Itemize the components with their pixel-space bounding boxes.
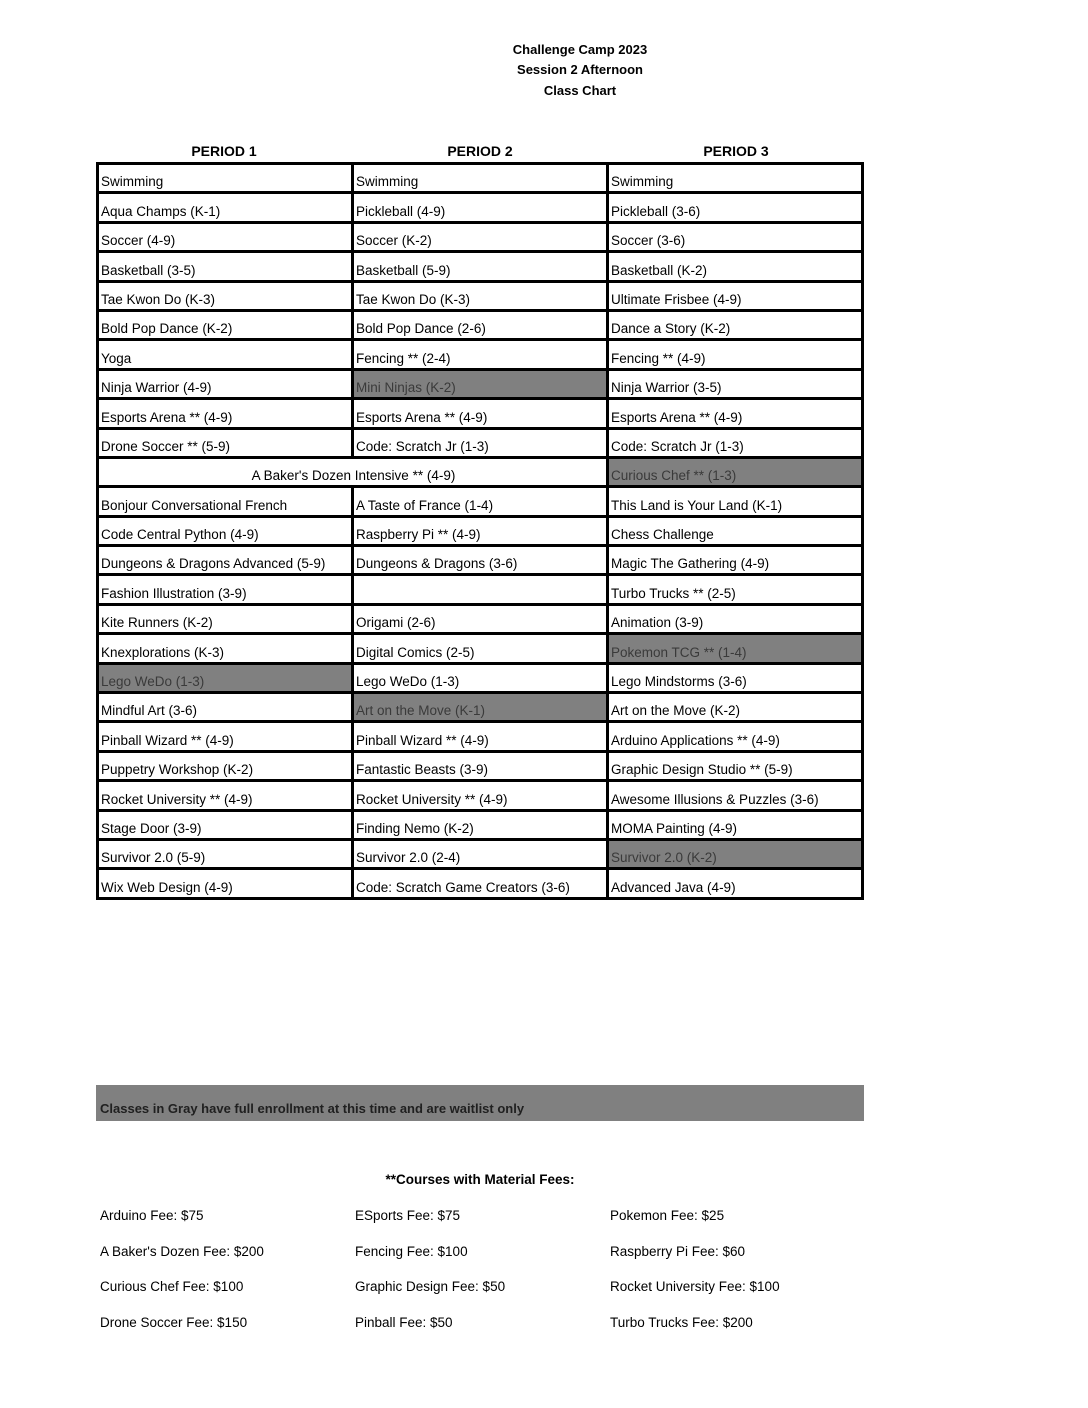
class-cell: Code: Scratch Jr (1-3) bbox=[353, 428, 608, 457]
class-cell: Code Central Python (4-9) bbox=[98, 516, 353, 545]
class-cell: Fashion Illustration (3-9) bbox=[98, 575, 353, 604]
period-3-header: PERIOD 3 bbox=[703, 143, 769, 159]
table-row bbox=[98, 281, 863, 310]
class-cell: A Taste of France (1-4) bbox=[353, 487, 608, 516]
class-cell: Swimming bbox=[353, 164, 608, 193]
fee-row bbox=[100, 1279, 868, 1315]
class-cell: Pickleball (4-9) bbox=[353, 193, 608, 222]
table-row bbox=[98, 164, 863, 193]
period-2-header: PERIOD 2 bbox=[447, 143, 513, 159]
table-row bbox=[98, 340, 863, 369]
fee-item: Turbo Trucks Fee: $200 bbox=[610, 1314, 753, 1330]
class-cell: Soccer (3-6) bbox=[608, 222, 863, 251]
intensive-class-cell: A Baker's Dozen Intensive ** (4-9) bbox=[98, 457, 608, 486]
class-cell: Survivor 2.0 (5-9) bbox=[98, 839, 353, 868]
table-row bbox=[98, 193, 863, 222]
class-cell: MOMA Painting (4-9) bbox=[608, 810, 863, 839]
table-row bbox=[98, 839, 863, 868]
class-cell: Magic The Gathering (4-9) bbox=[608, 546, 863, 575]
table-row bbox=[98, 399, 863, 428]
class-cell: This Land is Your Land (K-1) bbox=[608, 487, 863, 516]
class-cell: Ninja Warrior (4-9) bbox=[98, 369, 353, 398]
chart-title: Class Chart bbox=[543, 83, 617, 98]
fee-item: ESports Fee: $75 bbox=[355, 1208, 461, 1223]
class-cell: Esports Arena ** (4-9) bbox=[98, 399, 353, 428]
class-cell: Basketball (3-5) bbox=[98, 252, 353, 281]
class-cell: Rocket University ** (4-9) bbox=[98, 781, 353, 810]
class-cell: Advanced Java (4-9) bbox=[608, 869, 863, 898]
class-cell: Dungeons & Dragons (3-6) bbox=[353, 546, 608, 575]
table-row bbox=[98, 781, 863, 810]
class-cell: Basketball (K-2) bbox=[608, 252, 863, 281]
fee-row bbox=[100, 1244, 868, 1280]
table-row bbox=[98, 252, 863, 281]
class-cell: Tae Kwon Do (K-3) bbox=[98, 281, 353, 310]
table-row bbox=[98, 428, 863, 457]
table-row bbox=[98, 722, 863, 751]
fee-item: Arduino Fee: $75 bbox=[100, 1208, 204, 1223]
class-cell: Soccer (4-9) bbox=[98, 222, 353, 251]
class-cell: Awesome Illusions & Puzzles (3-6) bbox=[608, 781, 863, 810]
class-cell: Rocket University ** (4-9) bbox=[353, 781, 608, 810]
class-cell: Esports Arena ** (4-9) bbox=[608, 399, 863, 428]
class-cell: Bold Pop Dance (K-2) bbox=[98, 310, 353, 339]
session-title: Session 2 Afternoon bbox=[517, 62, 643, 77]
class-chart-table bbox=[96, 162, 864, 900]
table-row bbox=[98, 516, 863, 545]
class-cell: Swimming bbox=[608, 164, 863, 193]
class-cell-full: Pokemon TCG ** (1-4) bbox=[608, 634, 863, 663]
table-row bbox=[98, 546, 863, 575]
class-cell: Fencing ** (2-4) bbox=[353, 340, 608, 369]
class-cell: Stage Door (3-9) bbox=[98, 810, 353, 839]
class-cell: Kite Runners (K-2) bbox=[98, 604, 353, 633]
fee-item: Raspberry Pi Fee: $60 bbox=[610, 1243, 746, 1259]
period-headers bbox=[96, 143, 864, 159]
class-cell: Pinball Wizard ** (4-9) bbox=[98, 722, 353, 751]
material-fees-title: **Courses with Material Fees: bbox=[385, 1172, 575, 1187]
class-cell: Knexplorations (K-3) bbox=[98, 634, 353, 663]
period-1-header: PERIOD 1 bbox=[191, 143, 257, 159]
class-cell: Dance a Story (K-2) bbox=[608, 310, 863, 339]
fee-item: Pokemon Fee: $25 bbox=[610, 1208, 725, 1223]
fee-item: Rocket University Fee: $100 bbox=[610, 1279, 780, 1294]
class-cell: Pickleball (3-6) bbox=[608, 193, 863, 222]
table-row bbox=[98, 604, 863, 633]
table-row bbox=[98, 810, 863, 839]
fee-item: Fencing Fee: $100 bbox=[355, 1243, 468, 1259]
class-cell: Finding Nemo (K-2) bbox=[353, 810, 608, 839]
class-cell: Animation (3-9) bbox=[608, 604, 863, 633]
table-row bbox=[98, 663, 863, 692]
table-row bbox=[98, 457, 863, 486]
camp-title: Challenge Camp 2023 bbox=[512, 42, 648, 57]
class-cell-full: Survivor 2.0 (K-2) bbox=[608, 839, 863, 868]
class-cell: Graphic Design Studio ** (5-9) bbox=[608, 751, 863, 780]
class-cell-full: Curious Chef ** (1-3) bbox=[608, 457, 863, 486]
table-row bbox=[98, 693, 863, 722]
table-row bbox=[98, 751, 863, 780]
class-cell: Origami (2-6) bbox=[353, 604, 608, 633]
class-cell: Lego WeDo (1-3) bbox=[353, 663, 608, 692]
class-cell: Turbo Trucks ** (2-5) bbox=[608, 575, 863, 604]
table-row bbox=[98, 222, 863, 251]
fee-item: Curious Chef Fee: $100 bbox=[100, 1279, 244, 1294]
class-cell: Ultimate Frisbee (4-9) bbox=[608, 281, 863, 310]
table-row bbox=[98, 869, 863, 898]
class-cell: Code: Scratch Jr (1-3) bbox=[608, 428, 863, 457]
material-fees-list bbox=[100, 1208, 868, 1350]
class-cell: Tae Kwon Do (K-3) bbox=[353, 281, 608, 310]
class-cell: Esports Arena ** (4-9) bbox=[353, 399, 608, 428]
class-cell: Mindful Art (3-6) bbox=[98, 693, 353, 722]
class-cell: Fantastic Beasts (3-9) bbox=[353, 751, 608, 780]
fee-row bbox=[100, 1315, 868, 1351]
class-cell-empty bbox=[353, 575, 608, 604]
class-cell: Dungeons & Dragons Advanced (5-9) bbox=[98, 546, 353, 575]
table-row bbox=[98, 575, 863, 604]
class-cell: Code: Scratch Game Creators (3-6) bbox=[353, 869, 608, 898]
class-cell: Survivor 2.0 (2-4) bbox=[353, 839, 608, 868]
class-cell: Bonjour Conversational French bbox=[98, 487, 353, 516]
table-row bbox=[98, 310, 863, 339]
table-row bbox=[98, 369, 863, 398]
fee-item: Drone Soccer Fee: $150 bbox=[100, 1314, 248, 1330]
table-row bbox=[98, 487, 863, 516]
class-cell: Digital Comics (2-5) bbox=[353, 634, 608, 663]
fee-row bbox=[100, 1208, 868, 1244]
class-cell-full: Mini Ninjas (K-2) bbox=[353, 369, 608, 398]
class-cell: Aqua Champs (K-1) bbox=[98, 193, 353, 222]
class-cell: Wix Web Design (4-9) bbox=[98, 869, 353, 898]
class-cell: Ninja Warrior (3-5) bbox=[608, 369, 863, 398]
class-cell: Chess Challenge bbox=[608, 516, 863, 545]
class-cell: Bold Pop Dance (2-6) bbox=[353, 310, 608, 339]
class-cell: Yoga bbox=[98, 340, 353, 369]
table-row bbox=[98, 634, 863, 663]
fee-item: A Baker's Dozen Fee: $200 bbox=[100, 1243, 264, 1259]
class-cell: Lego Mindstorms (3-6) bbox=[608, 663, 863, 692]
class-cell: Art on the Move (K-2) bbox=[608, 693, 863, 722]
class-cell: Soccer (K-2) bbox=[353, 222, 608, 251]
class-cell: Puppetry Workshop (K-2) bbox=[98, 751, 353, 780]
class-cell: Arduino Applications ** (4-9) bbox=[608, 722, 863, 751]
fee-item: Pinball Fee: $50 bbox=[355, 1314, 453, 1330]
class-cell: Drone Soccer ** (5-9) bbox=[98, 428, 353, 457]
class-cell: Basketball (5-9) bbox=[353, 252, 608, 281]
class-cell: Pinball Wizard ** (4-9) bbox=[353, 722, 608, 751]
class-cell: Swimming bbox=[98, 164, 353, 193]
class-cell: Raspberry Pi ** (4-9) bbox=[353, 516, 608, 545]
class-cell-full: Lego WeDo (1-3) bbox=[98, 663, 353, 692]
class-cell: Fencing ** (4-9) bbox=[608, 340, 863, 369]
full-enrollment-legend: Classes in Gray have full enrollment at this time and are waitlist only bbox=[96, 1085, 864, 1121]
fee-item: Graphic Design Fee: $50 bbox=[355, 1279, 506, 1294]
class-cell-full: Art on the Move (K-1) bbox=[353, 693, 608, 722]
